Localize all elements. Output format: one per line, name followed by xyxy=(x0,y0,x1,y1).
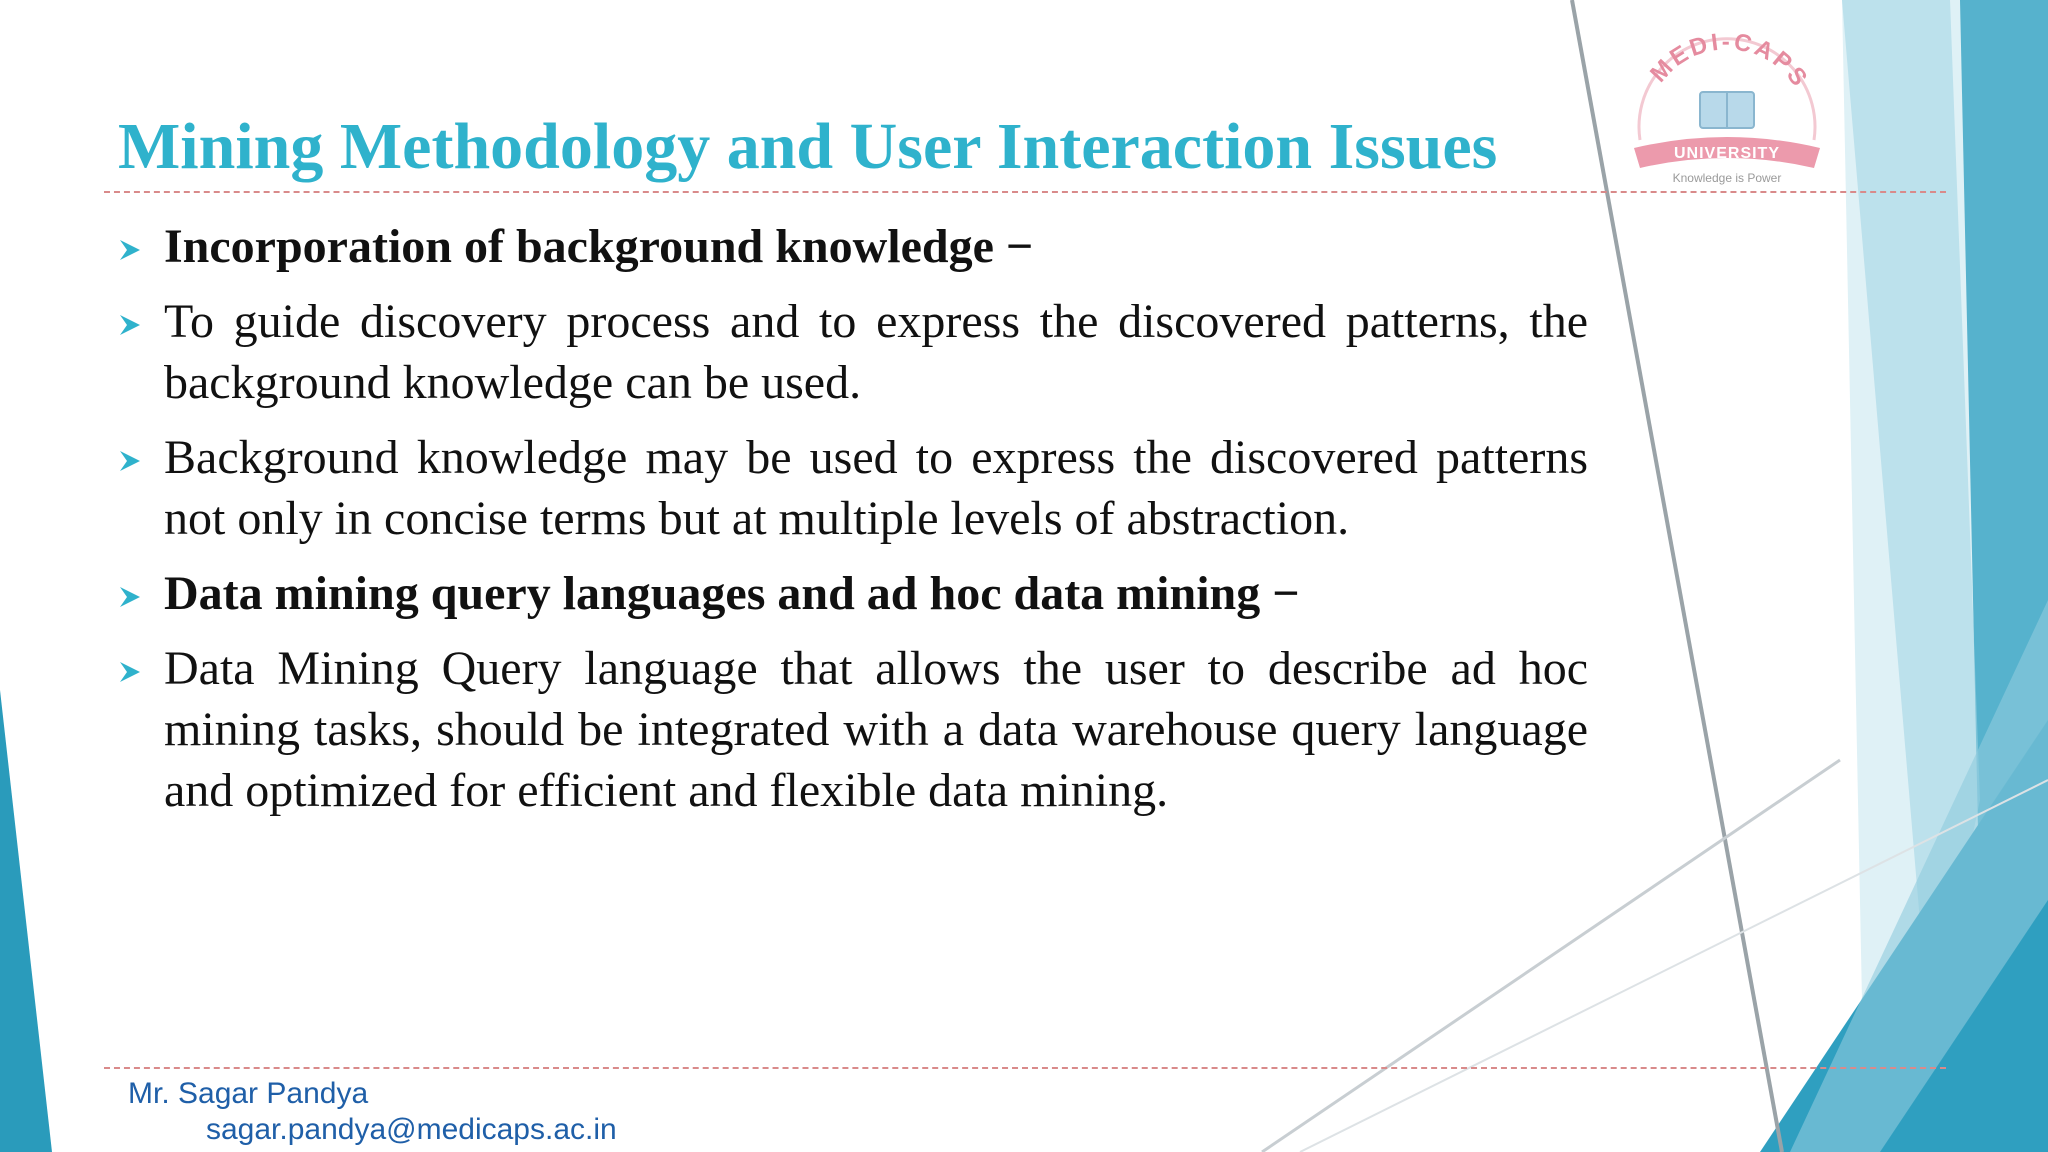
bullet-text: Data Mining Query language that allows the user to describe ad hoc mining tasks, should be integrated with a data warehouse query language and optimized for efficient and flexible data mining. xyxy=(164,642,1588,817)
title-divider xyxy=(104,191,1946,193)
arrow-bullet-icon xyxy=(118,660,142,684)
bullet-item xyxy=(118,638,1588,821)
logo-ring-text: MEDI-CAPS xyxy=(1645,30,1815,94)
author-name: Mr. Sagar Pandya xyxy=(128,1077,369,1110)
bullet-text: To guide discovery process and to express the discovered patterns, the background knowledge can be used. xyxy=(164,295,1588,409)
slide-title: Mining Methodology and User Interaction Issues xyxy=(118,110,1498,183)
bullet-text: Incorporation of background knowledge − xyxy=(164,220,1034,273)
university-logo xyxy=(1618,30,1836,192)
bullet-item xyxy=(118,291,1588,413)
bullet-item xyxy=(118,563,1588,624)
bullet-item xyxy=(118,427,1588,549)
bullet-text: Background knowledge may be used to express the discovered patterns not only in concise terms but at multiple levels of abstraction. xyxy=(164,431,1588,545)
logo-banner-text: UNIVERSITY xyxy=(1673,145,1781,162)
bullet-text: Data mining query languages and ad hoc data mining − xyxy=(164,567,1300,620)
author-email: sagar.pandya@medicaps.ac.in xyxy=(206,1113,617,1146)
bullet-list xyxy=(118,216,1588,835)
arrow-bullet-icon xyxy=(118,449,142,473)
arrow-bullet-icon xyxy=(118,313,142,337)
arrow-bullet-icon xyxy=(118,585,142,609)
left-teal-wedge xyxy=(0,690,52,1152)
logo-tagline: Knowledge is Power xyxy=(1672,171,1782,185)
arrow-bullet-icon xyxy=(118,238,142,262)
bullet-item xyxy=(118,216,1588,277)
footer-divider xyxy=(104,1067,1946,1069)
